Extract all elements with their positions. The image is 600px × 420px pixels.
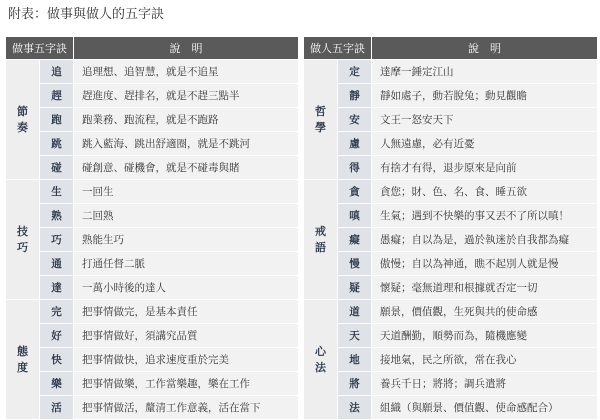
header-row — [304, 37, 597, 59]
table-row — [304, 228, 597, 251]
description-cell: 傲慢；自以為神通，瞧不起別人就是慢 — [372, 252, 597, 275]
key-cell: 靜 — [338, 84, 371, 107]
table-row — [6, 180, 298, 203]
category-cell — [6, 180, 39, 299]
key-cell: 地 — [338, 348, 371, 371]
description-cell: 二回熟 — [74, 204, 298, 227]
key-cell: 安 — [338, 108, 371, 131]
description-cell: 接地氣，民之所欲，常在我心 — [372, 348, 597, 371]
description-cell: 組織（與願景、價值觀、使命感配合） — [372, 396, 597, 419]
description-cell: 熟能生巧 — [74, 228, 298, 251]
category-char: 心 — [315, 344, 326, 358]
description-cell: 貪您；財、色、名、食、睡五欲 — [372, 180, 597, 203]
category-cell — [304, 60, 337, 179]
key-cell: 慢 — [338, 252, 371, 275]
description-cell: 把事情做樂，工作當樂趣，樂在工作 — [74, 372, 298, 395]
key-cell: 快 — [40, 348, 73, 371]
description-cell: 有捨才有得，退步原來是向前 — [372, 156, 597, 179]
category-char: 法 — [315, 360, 326, 374]
key-cell: 活 — [40, 396, 73, 419]
key-cell: 樂 — [40, 372, 73, 395]
description-cell: 愚癡；自以為是，過於執迷於自我都為癡 — [372, 228, 597, 251]
description-cell: 把事情做完，是基本責任 — [74, 300, 298, 323]
key-cell: 道 — [338, 300, 371, 323]
page-title: 附表：做事與做人的五字訣 — [8, 7, 165, 22]
description-cell: 生氣；遇到不快樂的事又丟不了所以嗔！ — [372, 204, 597, 227]
key-cell: 跳 — [40, 132, 73, 155]
table-row — [6, 396, 298, 419]
table-row — [6, 204, 298, 227]
table-row — [304, 396, 597, 419]
table-row — [6, 324, 298, 347]
key-cell: 達 — [40, 276, 73, 299]
table-row — [304, 156, 597, 179]
table-row — [6, 348, 298, 371]
right-table — [303, 36, 598, 420]
key-cell: 法 — [338, 396, 371, 419]
table-row — [304, 204, 597, 227]
description-cell: 天道酬勤，順勢而為，隨機應變 — [372, 324, 597, 347]
description-cell: 一回生 — [74, 180, 298, 203]
description-cell: 養兵千日；將將；調兵遣將 — [372, 372, 597, 395]
description-cell: 把事情做好，須講究品質 — [74, 324, 298, 347]
table-row — [6, 276, 298, 299]
key-cell: 熟 — [40, 204, 73, 227]
category-char: 學 — [315, 120, 326, 134]
table-row — [304, 348, 597, 371]
category-cell — [6, 60, 39, 179]
table-row — [304, 372, 597, 395]
description-cell: 把事情做活，釐清工作意義，活在當下 — [74, 396, 298, 419]
description-cell: 跳入藍海、跳出舒適圈，就是不跳河 — [74, 132, 298, 155]
key-cell: 天 — [338, 324, 371, 347]
table-row — [304, 108, 597, 131]
table-row — [6, 84, 298, 107]
table-row — [304, 252, 597, 275]
table-row — [6, 60, 298, 83]
key-cell: 趕 — [40, 84, 73, 107]
table-row — [6, 228, 298, 251]
table-row — [304, 324, 597, 347]
description-cell: 碰創意、碰機會，就是不碰毒與賭 — [74, 156, 298, 179]
key-cell: 慮 — [338, 132, 371, 155]
key-cell: 貪 — [338, 180, 371, 203]
description-cell: 懷疑；毫無道理和根據就否定一切 — [372, 276, 597, 299]
table-row — [6, 108, 298, 131]
category-char: 奏 — [17, 120, 28, 134]
table-row — [304, 180, 597, 203]
key-cell: 跑 — [40, 108, 73, 131]
category-char: 哲 — [315, 104, 326, 118]
description-cell: 趕進度、趕排名，就是不趕三點半 — [74, 84, 298, 107]
category-char: 戒 — [315, 224, 326, 238]
description-cell: 願景，價值觀，生死與共的使命感 — [372, 300, 597, 323]
category-cell — [304, 300, 337, 419]
column-header-key: 做事五字訣 — [6, 37, 73, 59]
table-row — [6, 372, 298, 395]
key-cell: 巧 — [40, 228, 73, 251]
description-cell: 追理想、追智慧，就是不追星 — [74, 60, 298, 83]
description-cell: 跑業務、跑流程，就是不跑路 — [74, 108, 298, 131]
table-row — [304, 276, 597, 299]
header-row — [6, 37, 298, 59]
key-cell: 定 — [338, 60, 371, 83]
key-cell: 癡 — [338, 228, 371, 251]
key-cell: 疑 — [338, 276, 371, 299]
description-cell: 打通任督二脈 — [74, 252, 298, 275]
category-char: 技 — [17, 224, 28, 238]
category-char: 度 — [17, 360, 28, 374]
category-cell — [6, 300, 39, 419]
table-row — [6, 156, 298, 179]
description-cell: 文王一怒安天下 — [372, 108, 597, 131]
table-row — [304, 132, 597, 155]
table-row — [6, 132, 298, 155]
category-char: 節 — [17, 104, 28, 118]
key-cell: 通 — [40, 252, 73, 275]
table-row — [304, 60, 597, 83]
description-cell: 靜如處子，動若脫兔；動見觀瞻 — [372, 84, 597, 107]
key-cell: 將 — [338, 372, 371, 395]
category-char: 態 — [17, 344, 28, 358]
column-header-desc: 說 明 — [372, 37, 597, 59]
description-cell: 達摩一錘定江山 — [372, 60, 597, 83]
description-cell: 一萬小時後的達人 — [74, 276, 298, 299]
key-cell: 得 — [338, 156, 371, 179]
key-cell: 追 — [40, 60, 73, 83]
category-char: 巧 — [17, 240, 28, 254]
key-cell: 完 — [40, 300, 73, 323]
category-char: 語 — [315, 240, 326, 254]
table-row — [6, 252, 298, 275]
key-cell: 生 — [40, 180, 73, 203]
table-row — [304, 300, 597, 323]
column-header-key: 做人五字訣 — [304, 37, 371, 59]
left-table — [5, 36, 299, 420]
description-cell: 人無遠慮，必有近憂 — [372, 132, 597, 155]
key-cell: 好 — [40, 324, 73, 347]
key-cell: 嗔 — [338, 204, 371, 227]
table-row — [304, 84, 597, 107]
table-area — [5, 36, 598, 420]
description-cell: 把事情做快，追求速度重於完美 — [74, 348, 298, 371]
column-header-desc: 說 明 — [74, 37, 298, 59]
category-cell — [304, 180, 337, 299]
table-row — [6, 300, 298, 323]
key-cell: 碰 — [40, 156, 73, 179]
